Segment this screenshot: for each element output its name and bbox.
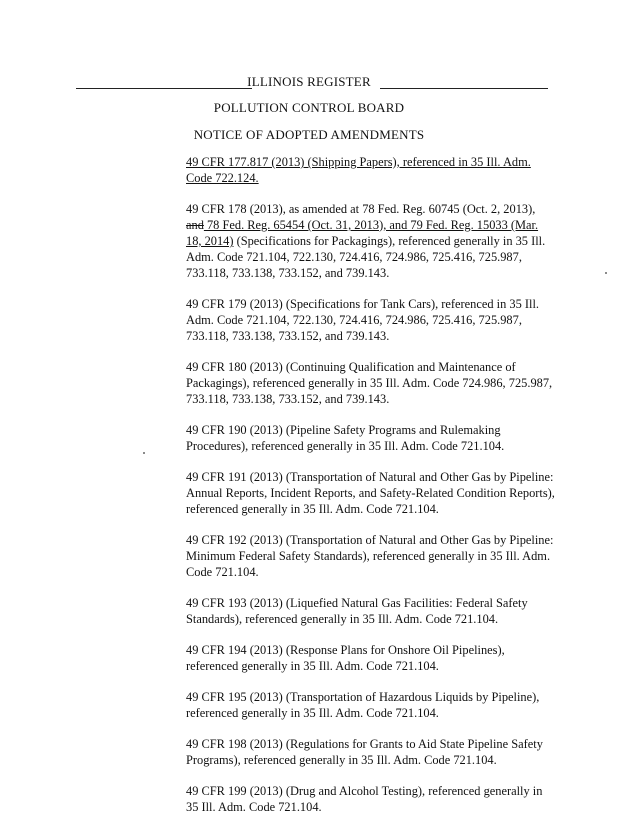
scan-speck bbox=[605, 272, 607, 274]
notice-title: NOTICE OF ADOPTED AMENDMENTS bbox=[193, 127, 425, 142]
scan-speck bbox=[143, 452, 145, 454]
cfr-entry-text: and bbox=[186, 218, 204, 232]
cfr-entry-text: 49 CFR 180 (2013) (Continuing Qualification and Maintenance of Packagings), referenced generally in 35 Ill. Adm. Code 724.986, 725.987, 733.118, 733.138, 733.152, and 739.143. bbox=[186, 360, 553, 406]
board-title: POLLUTION CONTROL BOARD bbox=[213, 100, 405, 115]
cfr-entry bbox=[186, 296, 556, 344]
cfr-reference-list bbox=[186, 154, 556, 815]
cfr-entry-text: 49 CFR 179 (2013) (Specifications for Tank Cars), referenced in 35 Ill. Adm. Code 721.104, 722.130, 724.416, 724.986, 725.416, 725.987, 733.118, 733.138, 733.152, and 739.143. bbox=[186, 297, 539, 343]
cfr-entry-text: 49 CFR 190 (2013) (Pipeline Safety Programs and Rulemaking Procedures), referenced generally in 35 Ill. Adm. Code 721.104. bbox=[186, 423, 505, 453]
cfr-entry bbox=[186, 201, 556, 281]
cfr-entry-text: (Specifications for Packagings), referenced generally in 35 Ill. Adm. Code 721.104, 722.130, 724.416, 724.986, 725.416, 725.987, 733.118, 733.138, 733.152, and 739.143. bbox=[186, 234, 546, 280]
cfr-entry bbox=[186, 642, 556, 674]
cfr-entry bbox=[186, 595, 556, 627]
cfr-entry bbox=[186, 469, 556, 517]
cfr-entry-text: 49 CFR 191 (2013) (Transportation of Natural and Other Gas by Pipeline: Annual Reports, Incident Reports, and Safety-Related Condition Reports), referenced generally in 35 Ill. Adm. Code 721.104. bbox=[186, 470, 555, 516]
cfr-entry bbox=[186, 359, 556, 407]
cfr-entry bbox=[186, 154, 556, 186]
cfr-entry bbox=[186, 689, 556, 721]
register-title: ILLINOIS REGISTER bbox=[247, 74, 371, 89]
cfr-entry-text: 49 CFR 198 (2013) (Regulations for Grants to Aid State Pipeline Safety Programs), referenced generally in 35 Ill. Adm. Code 721.104. bbox=[186, 737, 543, 767]
cfr-entry-text: 49 CFR 177.817 (2013) (Shipping Papers), referenced in 35 Ill. Adm. Code 722.124. bbox=[186, 155, 531, 185]
cfr-entry-text: 49 CFR 194 (2013) (Response Plans for Onshore Oil Pipelines), referenced generally in 35 Ill. Adm. Code 721.104. bbox=[186, 643, 505, 673]
cfr-entry-text: 49 CFR 178 (2013), as amended at 78 Fed. Reg. 60745 (Oct. 2, 2013), bbox=[186, 202, 536, 216]
cfr-entry-text: 49 CFR 199 (2013) (Drug and Alcohol Testing), referenced generally in 35 Ill. Adm. Code 721.104. bbox=[186, 784, 543, 814]
cfr-entry bbox=[186, 422, 556, 454]
cfr-entry-text: 78 Fed. Reg. 65454 (Oct. 31, 2013), and 79 Fed. Reg. 15033 (Mar. 18, 2014) bbox=[186, 218, 539, 248]
cfr-entry bbox=[186, 736, 556, 768]
cfr-entry bbox=[186, 783, 556, 815]
cfr-entry-text: 49 CFR 192 (2013) (Transportation of Natural and Other Gas by Pipeline: Minimum Federal Safety Standards), referenced generally in 35 Ill. Adm. Code 721.104. bbox=[186, 533, 554, 579]
cfr-entry bbox=[186, 532, 556, 580]
cfr-entry-text: 49 CFR 195 (2013) (Transportation of Hazardous Liquids by Pipeline), referenced generally in 35 Ill. Adm. Code 721.104. bbox=[186, 690, 540, 720]
cfr-entry-text: 49 CFR 193 (2013) (Liquefied Natural Gas Facilities: Federal Safety Standards), referenced generally in 35 Ill. Adm. Code 721.104. bbox=[186, 596, 528, 626]
